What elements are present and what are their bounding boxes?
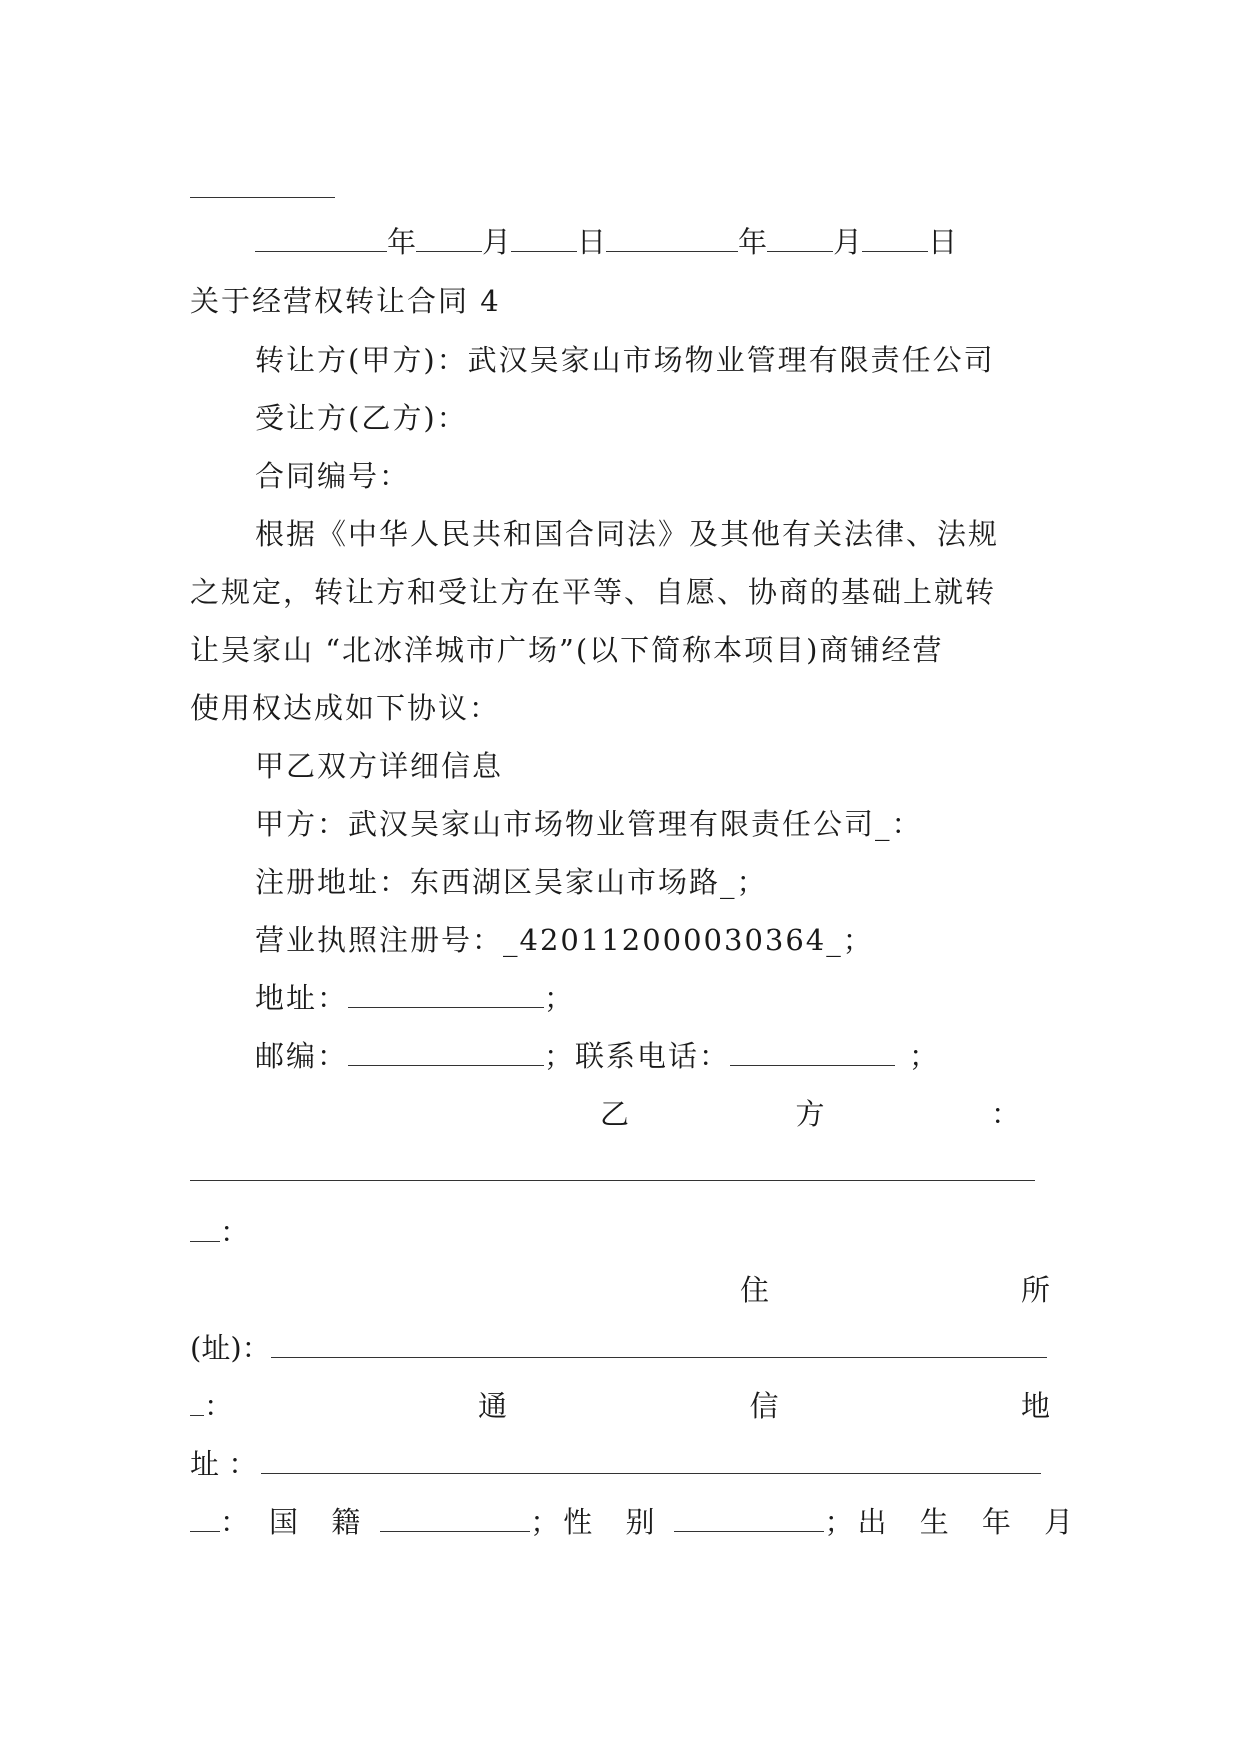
nationality-semicolon: ； xyxy=(530,1505,560,1539)
day-label: 日 xyxy=(577,225,607,259)
transferor-line: 转让方(甲方)：武汉吴家山市场物业管理有限责任公司 xyxy=(255,343,995,377)
top-signature-rule xyxy=(190,197,335,198)
registered-address-line: 注册地址：东西湖区吴家山市场路_； xyxy=(255,865,768,899)
mail-address-line xyxy=(478,1388,1050,1424)
transferee-line: 受让方(乙方)： xyxy=(255,401,468,435)
party-b-blank-long xyxy=(190,1180,1035,1181)
contract-number-line: 合同编号： xyxy=(255,459,411,493)
birth-label: 出 生 年 月 xyxy=(857,1505,1086,1539)
phone-blank xyxy=(730,1043,895,1066)
nationality-label: 国 籍 xyxy=(269,1505,373,1539)
year-blank xyxy=(255,229,387,252)
day-blank xyxy=(511,229,577,252)
mail-blank-colon xyxy=(190,1388,235,1424)
party-b-colon: ： xyxy=(990,1097,1020,1131)
year-label-2: 年 xyxy=(738,225,768,259)
mail-blank-short xyxy=(190,1393,204,1416)
residence-blank xyxy=(271,1335,1047,1358)
month-label-2: 月 xyxy=(833,225,863,259)
postcode-label: 邮编： xyxy=(255,1039,349,1073)
year-label: 年 xyxy=(387,225,417,259)
nationality-blank xyxy=(380,1509,530,1532)
address-semicolon: ； xyxy=(544,981,576,1015)
mail-address-blank-line xyxy=(190,1446,1041,1482)
address-blank xyxy=(348,985,544,1008)
mail-char-2: 信 xyxy=(749,1389,779,1423)
postcode-blank xyxy=(348,1043,544,1066)
gender-blank xyxy=(674,1509,824,1532)
postcode-phone-line xyxy=(255,1038,940,1074)
personal-info-line xyxy=(190,1504,1085,1540)
date-line xyxy=(255,224,957,260)
party-a-line: 甲方：武汉吴家山市场物业管理有限责任公司_： xyxy=(255,807,923,841)
mail-address-blank xyxy=(261,1451,1041,1474)
day-blank-2 xyxy=(862,229,928,252)
party-b-line xyxy=(600,1096,1020,1132)
address-label: 地址： xyxy=(255,981,349,1015)
intro-line-4: 使用权达成如下协议： xyxy=(190,691,501,725)
gender-label: 性 别 xyxy=(563,1505,667,1539)
party-b-blank-short xyxy=(190,1219,220,1242)
party-b-blank-end xyxy=(190,1214,251,1250)
party-b-colon-after: ： xyxy=(220,1215,252,1249)
residence-char-2: 所 xyxy=(1020,1273,1050,1307)
residence-line xyxy=(740,1272,1050,1308)
residence-char-1: 住 xyxy=(740,1273,770,1307)
contract-title: 关于经营权转让合同 4 xyxy=(190,284,501,318)
personal-blank-lead xyxy=(190,1509,220,1532)
residence-label: (址)： xyxy=(190,1331,271,1365)
intro-line-1: 根据《中华人民共和国合同法》及其他有关法律、法规 xyxy=(255,517,1000,551)
mail-char-3: 地 xyxy=(1020,1389,1050,1423)
intro-line-2: 之规定，转让方和受让方在平等、自愿、协商的基础上就转 xyxy=(190,575,997,609)
month-blank-2 xyxy=(767,229,833,252)
month-blank xyxy=(416,229,482,252)
year-blank-2 xyxy=(606,229,738,252)
personal-colon: ： xyxy=(220,1505,250,1539)
mail-address-label: 址 ： xyxy=(190,1447,258,1481)
address-line xyxy=(255,980,575,1016)
residence-address-line xyxy=(190,1330,1047,1366)
mail-colon: ： xyxy=(204,1389,236,1423)
month-label: 月 xyxy=(482,225,512,259)
day-label-2: 日 xyxy=(928,225,958,259)
license-number-line: 营业执照注册号：_420112000030364_； xyxy=(255,923,874,957)
gender-semicolon: ； xyxy=(824,1505,854,1539)
party-b-char-1: 乙 xyxy=(600,1097,630,1131)
party-b-char-2: 方 xyxy=(795,1097,825,1131)
phone-semicolon: ； xyxy=(909,1039,941,1073)
phone-label: ；联系电话： xyxy=(544,1039,731,1073)
intro-line-3: 让吴家山 “北冰洋城市广场”(以下简称本项目)商铺经营 xyxy=(190,633,944,667)
mail-char-1: 通 xyxy=(478,1389,508,1423)
party-info-heading: 甲乙双方详细信息 xyxy=(255,749,504,783)
